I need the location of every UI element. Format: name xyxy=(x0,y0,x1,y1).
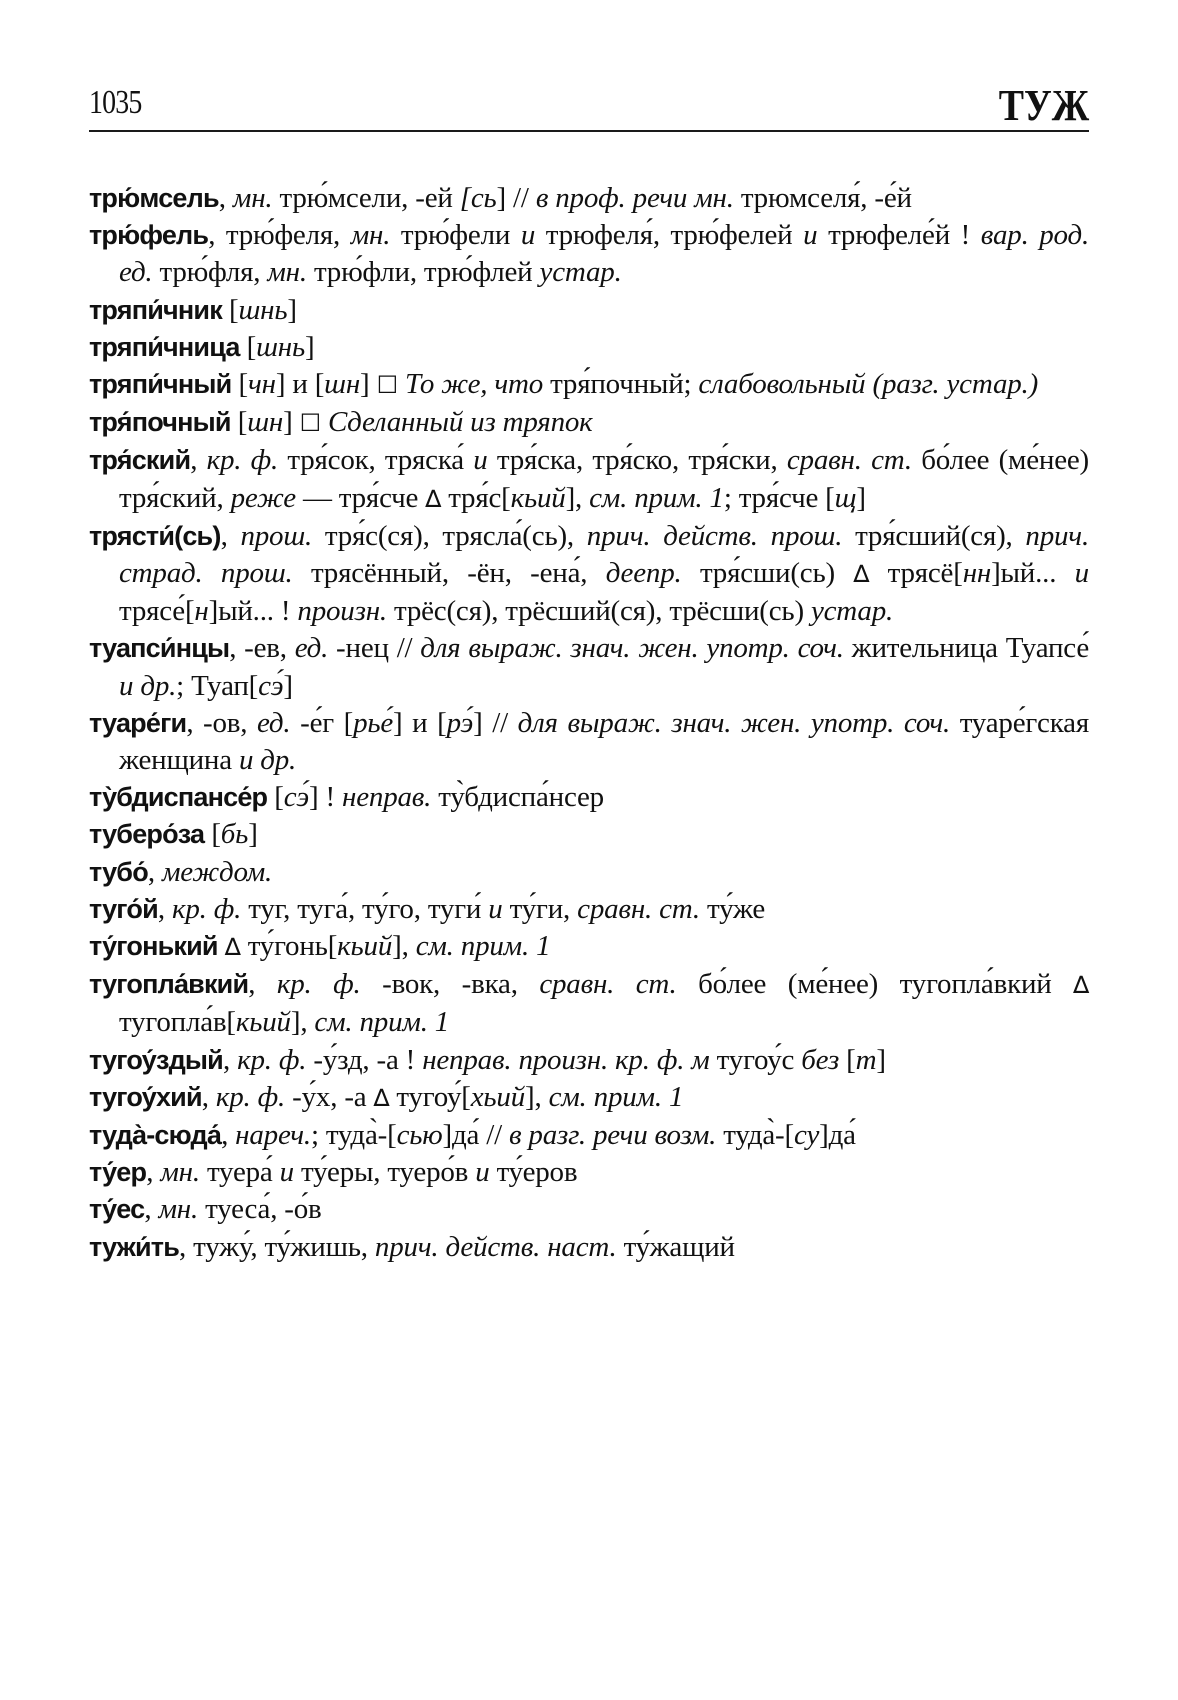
entry-text: тря́с(ся), трясла́(сь), xyxy=(312,519,587,552)
entry-label-italic: кр. ф. xyxy=(237,1043,307,1076)
triangle-pronunciation-icon: ∆ xyxy=(425,484,442,513)
entry-text: ] xyxy=(248,818,258,851)
dictionary-entry xyxy=(89,705,1089,779)
entry-label-italic: прич. страд. прош. xyxy=(119,519,1089,590)
entry-label-italic: и xyxy=(488,892,503,925)
triangle-pronunciation-icon: ∆ xyxy=(224,933,241,962)
entry-text: ], xyxy=(290,1006,315,1039)
entry-headword: тужи́ть xyxy=(89,1231,180,1262)
entry-headword: тряпи́чница xyxy=(89,331,240,362)
entry-label-italic: мн. xyxy=(158,1193,199,1226)
entry-text: туг, туга́, ту́го, туги́ xyxy=(241,892,489,925)
entry-text: ] xyxy=(304,330,315,363)
guide-word: ТУЖ xyxy=(998,81,1089,130)
entry-label-italic: см. прим. 1 xyxy=(548,1080,684,1113)
entry-text: // xyxy=(505,182,536,214)
dictionary-entry xyxy=(89,404,1089,442)
dictionary-entry xyxy=(89,518,1089,631)
triangle-pronunciation-icon: ∆ xyxy=(1073,971,1090,1000)
entry-headword: тугоу́здый xyxy=(89,1044,223,1075)
entry-label-italic: в разг. речи возм. xyxy=(508,1119,717,1152)
entry-label-italic: см. прим. 1 xyxy=(314,1006,450,1039)
entry-label-italic: и xyxy=(1074,557,1089,590)
entry-label-italic: сравн. ст. xyxy=(577,892,700,925)
entry-text: , xyxy=(190,444,207,477)
entry-text: туеса́, -о́в xyxy=(198,1193,322,1226)
entry-label-italic: Сделанный из тряпок xyxy=(320,406,593,439)
entry-text: трю́мсели, -ей xyxy=(272,182,460,214)
dictionary-entry xyxy=(89,854,1089,891)
entry-label-italic: кр. ф. xyxy=(215,1080,286,1113)
entry-label-italic: нареч. xyxy=(235,1119,311,1152)
entry-text: ]да́ // xyxy=(442,1119,509,1152)
entry-headword: туберо́за xyxy=(89,819,205,850)
entry-text: , -ев, xyxy=(229,632,295,665)
entry-label-italic: и xyxy=(803,219,818,252)
entry-text: , xyxy=(218,182,233,214)
entry-text: ] xyxy=(856,481,866,514)
entry-text: , трю́феля, xyxy=(208,219,351,252)
entry-text: трю́фели xyxy=(390,219,521,252)
header-rule-divider xyxy=(89,130,1089,132)
entry-headword: туаре́ги xyxy=(89,707,187,738)
entry-text: трю́фли, трю́флей xyxy=(306,256,540,289)
entry-text: ] и [ xyxy=(393,706,447,739)
entry-label-italic: бь xyxy=(220,818,249,851)
entry-text: трюфеле́й ! xyxy=(817,219,981,252)
entry-text: , xyxy=(157,892,173,925)
entry-text: ] xyxy=(283,669,293,702)
entry-label-italic: без xyxy=(801,1043,840,1076)
dictionary-entry xyxy=(89,329,1089,366)
running-head xyxy=(89,80,1089,132)
entry-label-italic: щ xyxy=(834,481,857,514)
entry-text: тугоу́с xyxy=(709,1043,802,1076)
dictionary-entry xyxy=(89,292,1089,329)
dictionary-entry xyxy=(89,1229,1089,1266)
entry-text: тря́ска, тря́ско, тря́ски, xyxy=(487,444,787,477)
entry-text: [ xyxy=(239,330,257,363)
entry-text: -у́х, -а xyxy=(285,1080,374,1113)
entry-headword: туго́й xyxy=(89,893,158,924)
entry-text: ] и [ xyxy=(275,368,325,401)
entry-headword: трю́мсель xyxy=(89,183,219,213)
entry-label-italic: ь xyxy=(483,182,497,214)
entry-text: ], xyxy=(392,930,416,963)
definition-box-icon: ☐ xyxy=(376,371,398,400)
entry-text: ]ый... ! xyxy=(208,595,298,628)
entry-headword: ту́ер xyxy=(89,1157,147,1188)
entry-text: трясе́[ xyxy=(119,595,195,628)
entry-text: ] xyxy=(287,293,297,326)
entry-text: трю́фля, xyxy=(152,256,268,289)
entry-text: трюмселя́, -е́й xyxy=(733,182,912,214)
entry-text: туда̀-[ xyxy=(716,1119,794,1152)
entry-label-italic: хьий xyxy=(470,1080,526,1113)
entry-label-italic: деепр. xyxy=(605,557,682,590)
entry-label-italic: реже xyxy=(230,481,296,514)
dictionary-entry xyxy=(89,366,1089,404)
entry-headword: тряпи́чный xyxy=(89,369,232,400)
entry-headword: ту̀бдиспансе́р xyxy=(89,782,268,813)
entry-headword: ту́гонький xyxy=(89,931,218,962)
entry-label-italic: шн xyxy=(256,330,292,363)
entry-label-italic: и др. xyxy=(238,744,297,777)
page-number: 1035 xyxy=(89,84,142,121)
entry-label-italic: для выраж. знач. жен. употр. соч. xyxy=(517,706,951,739)
entry-label-italic: рэ́ xyxy=(446,706,474,739)
entry-label-italic: т xyxy=(855,1043,877,1076)
entry-text: ], xyxy=(525,1080,549,1113)
entry-label-italic: мн. xyxy=(160,1156,200,1189)
entry-text: ту́ги, xyxy=(502,892,578,925)
entry-label-italic: неправ. xyxy=(342,781,432,814)
entry-text: [ xyxy=(230,406,248,439)
dictionary-entry xyxy=(89,891,1089,928)
entry-headword: тря́ский xyxy=(89,445,191,476)
entry-label-italic: кр. ф. xyxy=(206,444,279,477)
entry-text: ту́еры, туеро́в xyxy=(293,1156,476,1189)
entry-text: тугопла́в[ xyxy=(119,1006,236,1039)
entry-label-italic: неправ. произн. кр. ф. м xyxy=(422,1043,710,1076)
entry-text: -е́г [ xyxy=(290,706,354,739)
entry-text: ту́еров xyxy=(489,1156,578,1189)
entry-text: ; Туап[ xyxy=(176,669,259,702)
entry-label-italic: ед. xyxy=(256,706,291,739)
entry-headword: тугоу́хий xyxy=(89,1081,202,1112)
entry-label-italic: кр. ф. xyxy=(276,968,361,1001)
triangle-pronunciation-icon: ∆ xyxy=(853,560,870,589)
entry-label-italic: ед. xyxy=(294,632,329,665)
entry-headword: туда̀-сюда́ xyxy=(89,1120,222,1151)
dictionary-entry xyxy=(89,1117,1089,1154)
entry-text: , тужу́, ту́жишь, xyxy=(179,1230,375,1263)
entry-text: жительница Туапсе́ xyxy=(843,632,1090,665)
entry-label-italic: сэ́ xyxy=(283,781,310,814)
entry-label-italic: и xyxy=(279,1156,294,1189)
dictionary-entry xyxy=(89,1079,1089,1117)
entry-text: ту́гонь[ xyxy=(240,930,338,963)
entry-text: ] xyxy=(283,406,300,439)
dictionary-entry xyxy=(89,1154,1089,1191)
entry-text: , xyxy=(146,1156,161,1189)
entry-text: , xyxy=(147,855,162,888)
entry-label-italic: нн xyxy=(962,557,992,590)
entry-text: ту̀бдиспа́нсер xyxy=(431,781,604,814)
entry-text: [ xyxy=(221,293,239,326)
dictionary-entry xyxy=(89,217,1089,291)
entry-label-italic: шн xyxy=(247,406,284,439)
entry-label-italic: устар. xyxy=(810,595,894,628)
entry-label-italic: устар. xyxy=(539,256,622,289)
triangle-pronunciation-icon: ∆ xyxy=(373,1083,390,1112)
entry-text: тря́сший(ся), xyxy=(842,519,1026,552)
entry-text: , xyxy=(144,1193,159,1226)
entry-text: трясё[ xyxy=(869,557,963,590)
entry-text: — тря́сче xyxy=(295,481,426,514)
entry-text: ; туда̀-[ xyxy=(310,1119,397,1152)
entry-text: [ xyxy=(204,818,221,851)
dictionary-entry xyxy=(89,966,1089,1041)
entry-label-italic: кьий xyxy=(235,1006,291,1039)
entry-label-italic: для выраж. знач. жен. употр. соч. xyxy=(420,632,844,665)
entry-text: , xyxy=(222,1043,238,1076)
dictionary-entry xyxy=(89,630,1089,704)
dictionary-entry xyxy=(89,816,1089,853)
entry-label-italic: слабовольный (разг. устар.) xyxy=(698,368,1039,401)
entry-text: -нец // xyxy=(328,632,421,665)
entry-label-italic: мн. xyxy=(267,256,307,289)
entry-text: , xyxy=(201,1080,216,1113)
entry-text: трюфеля́, трю́фелей xyxy=(535,219,804,252)
entry-label-italic: вар. род. ед. xyxy=(119,219,1089,289)
entry-text: тря́сок, тряска́ xyxy=(278,444,474,477)
entry-headword: туапси́нцы xyxy=(89,633,230,664)
entry-text: [ xyxy=(267,781,284,814)
entry-text: трёс(ся), трёсший(ся), трёсши(сь) xyxy=(386,595,811,628)
entry-text: трясённый, -ён, -ена́, xyxy=(292,557,606,590)
entry-text: ]ый... xyxy=(991,557,1075,590)
dictionary-entry xyxy=(89,779,1089,816)
entry-label-italic: кьий xyxy=(510,481,566,514)
entry-label-italic: и xyxy=(475,1156,490,1189)
dictionary-entry xyxy=(89,1191,1089,1228)
entry-text: ту́жащий xyxy=(616,1230,735,1263)
dictionary-entries-list xyxy=(89,180,1089,1266)
entry-label-italic: ь xyxy=(274,293,288,326)
entry-label-italic: сравн. ст. xyxy=(786,444,912,477)
entry-text: туаре́гская женщина xyxy=(119,706,1089,777)
entry-headword: тубо́ xyxy=(89,856,148,887)
entry-label-italic: см. прим. 1 xyxy=(589,481,724,514)
entry-headword: тря́почный xyxy=(89,407,231,438)
dictionary-entry xyxy=(89,1042,1089,1079)
entry-text: ] xyxy=(360,368,377,401)
entry-label-italic: кьий xyxy=(337,930,393,963)
entry-label-italic: То же, что xyxy=(397,368,544,401)
entry-label-italic: прич. действ. наст. xyxy=(374,1230,617,1263)
entry-text: -вок, -вка, xyxy=(360,968,540,1001)
entry-label-italic: рье́ xyxy=(353,706,394,739)
entry-label-italic: прич. действ. прош. xyxy=(586,519,843,552)
entry-label-italic: мн. xyxy=(350,219,391,252)
entry-label-italic: и xyxy=(473,444,488,477)
entry-text: тугоу́[ xyxy=(389,1080,471,1113)
entry-text: , xyxy=(220,519,241,552)
entry-text: ] xyxy=(876,1043,886,1076)
entry-text: ]да́ xyxy=(819,1119,856,1152)
entry-text: тря́сши(сь) xyxy=(681,557,854,590)
entry-headword: тугопла́вкий xyxy=(89,969,249,1000)
entry-text: ] xyxy=(496,182,506,214)
entry-label-italic: прош. xyxy=(240,519,313,552)
entry-label-italic: сью xyxy=(396,1119,443,1152)
entry-label-italic: шн xyxy=(238,293,275,326)
entry-label-italic: кр. ф. xyxy=(172,892,242,925)
entry-text: ], xyxy=(565,481,590,514)
entry-text xyxy=(218,930,225,962)
entry-text: ] // xyxy=(473,706,518,739)
entry-label-italic: су xyxy=(793,1119,820,1152)
entry-headword: трясти́(сь) xyxy=(89,520,221,551)
entry-label-italic: и др. xyxy=(119,669,177,702)
entry-label-italic: междом. xyxy=(162,855,273,888)
entry-text: [ xyxy=(839,1043,856,1076)
dictionary-entry xyxy=(89,180,1089,217)
entry-label-italic: и xyxy=(520,219,536,252)
dictionary-entry xyxy=(89,928,1089,966)
entry-text: ] ! xyxy=(309,781,343,814)
entry-text: бо́лее (ме́нее) тря́ский, xyxy=(119,444,1090,514)
entry-label-italic: чн xyxy=(247,368,276,401)
entry-text: тря́с[ xyxy=(441,481,511,514)
entry-label-italic: шн xyxy=(324,368,361,401)
entry-label-italic: см. прим. 1 xyxy=(415,930,551,963)
entry-text: бо́лее (ме́нее) тугопла́вкий xyxy=(676,968,1074,1001)
entry-text: , xyxy=(248,968,277,1001)
entry-text: ; тря́сче [ xyxy=(723,481,835,514)
entry-label-italic: ь xyxy=(291,330,305,363)
entry-label-italic: мн. xyxy=(232,182,273,214)
entry-headword: ту́ес xyxy=(89,1194,145,1225)
definition-box-icon: ☐ xyxy=(299,409,321,438)
entry-text: , -ов, xyxy=(186,706,257,739)
entry-headword: трю́фель xyxy=(89,220,209,251)
entry-text: , xyxy=(221,1119,236,1152)
entry-text: ту́же xyxy=(699,892,766,925)
entry-text: туера́ xyxy=(199,1156,280,1189)
entry-headword: тряпи́чник xyxy=(89,294,222,325)
entry-text: [ xyxy=(231,368,248,401)
entry-label-italic: сравн. ст. xyxy=(539,968,677,1001)
entry-label-italic: [с xyxy=(459,182,484,214)
entry-label-italic: в проф. речи мн. xyxy=(535,182,734,214)
entry-label-italic: произн. xyxy=(297,595,387,628)
entry-text: тря́почный; xyxy=(543,368,699,401)
dictionary-entry xyxy=(89,442,1089,517)
entry-label-italic: сэ́ xyxy=(258,669,284,702)
entry-label-italic: н xyxy=(194,595,209,628)
entry-text: -у́зд, -а ! xyxy=(306,1043,423,1076)
